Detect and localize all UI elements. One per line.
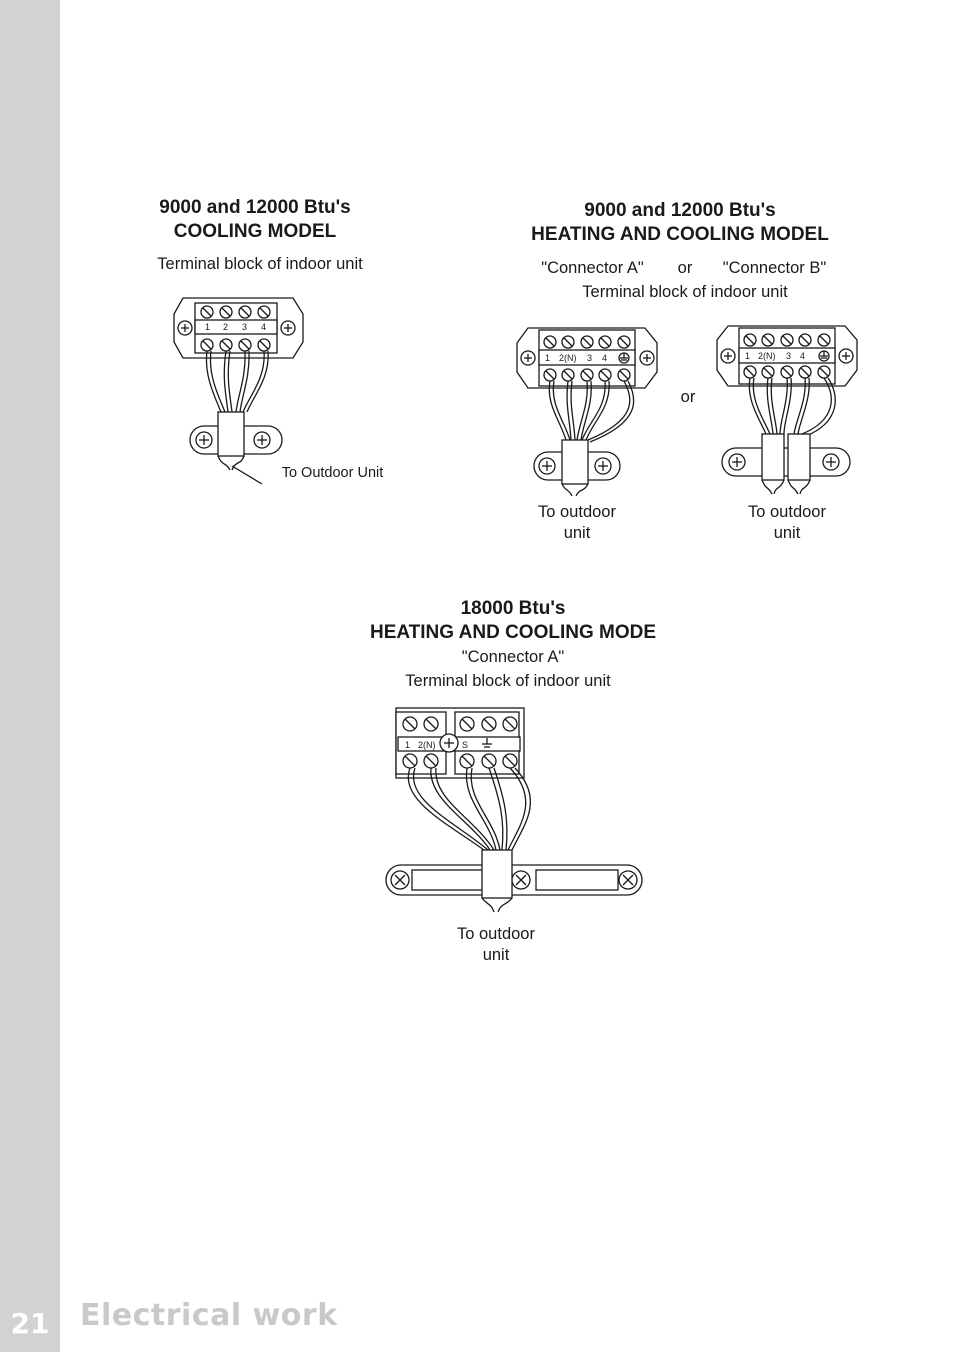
outdoor-leader-line — [232, 466, 262, 484]
mounting-screw-left — [178, 321, 192, 335]
diagram1-subtitle: Terminal block of indoor unit — [157, 255, 363, 273]
terminal-label-4: 4 — [800, 351, 806, 361]
diagram1-outdoor-label: To Outdoor Unit — [281, 465, 384, 481]
terminal-label-1: 1 — [745, 351, 751, 361]
earth-icon — [819, 351, 829, 361]
diagram1-title-line2: COOLING MODEL — [173, 221, 337, 242]
terminal-label-4: 4 — [602, 353, 608, 363]
diagram2-outdoor-a-line2: unit — [563, 524, 591, 542]
terminal-label-3: 3 — [786, 351, 792, 361]
diagram2-connector-a-wiring — [512, 322, 662, 502]
terminal-label-2n: 2(N) — [559, 353, 577, 363]
diagram2-outdoor-b-line1: To outdoor — [748, 503, 826, 521]
wires — [206, 351, 268, 412]
earth-icon — [619, 353, 629, 363]
terminal-label-2n: 2(N) — [418, 740, 436, 750]
terminal-label-2: 2 — [223, 322, 229, 332]
terminal-label-s: S — [462, 740, 469, 750]
diagram3-outdoor-line1: To outdoor — [457, 925, 535, 943]
diagram3-connector: "Connector A" — [461, 648, 565, 666]
diagram3-title-line1: 18000 Btu's — [460, 598, 566, 619]
cable-sheath — [218, 412, 244, 456]
terminal-label-3: 3 — [242, 322, 248, 332]
diagram2-or: or — [677, 259, 693, 277]
diagram3-outdoor-line2: unit — [482, 946, 510, 964]
mounting-screw-right — [281, 321, 295, 335]
diagram2-title-line2: HEATING AND COOLING MODEL — [531, 224, 829, 245]
diagram2-between-or: or — [680, 388, 696, 406]
diagram2-connector-b: "Connector B" — [722, 259, 827, 277]
diagram3-subtitle: Terminal block of indoor unit — [405, 672, 611, 690]
center-screw — [440, 734, 458, 752]
terminal-label-4: 4 — [261, 322, 267, 332]
diagram2-subtitle: Terminal block of indoor unit — [582, 283, 788, 301]
terminal-label-1: 1 — [545, 353, 551, 363]
diagram2-connector-a: "Connector A" — [541, 259, 644, 277]
diagram2-title-line1: 9000 and 12000 Btu's — [584, 200, 776, 221]
terminal-label-1: 1 — [405, 740, 411, 750]
terminal-label-3: 3 — [587, 353, 593, 363]
side-bar — [0, 0, 60, 1352]
terminal-label-2n: 2(N) — [758, 351, 776, 361]
terminal-label-1: 1 — [205, 322, 211, 332]
diagram1-wiring — [170, 292, 310, 492]
diagram3-title-line2: HEATING AND COOLING MODE — [369, 622, 657, 643]
diagram1-title-line1: 9000 and 12000 Btu's — [159, 197, 351, 218]
diagram2-outdoor-b-line2: unit — [773, 524, 801, 542]
diagram3-wiring — [380, 700, 650, 920]
diagram2-outdoor-a-line1: To outdoor — [538, 503, 616, 521]
page-number: 21 — [0, 1294, 60, 1352]
section-title: Electrical work — [80, 1298, 338, 1333]
diagram2-connector-b-wiring — [712, 318, 862, 498]
